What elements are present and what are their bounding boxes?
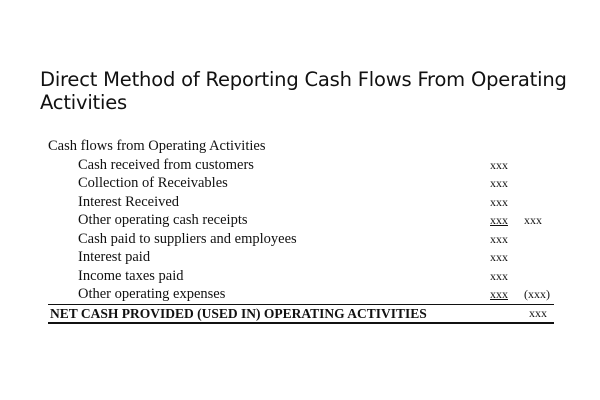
row-amount: xxx <box>490 268 508 283</box>
statement-row <box>48 230 554 249</box>
page-title: Direct Method of Reporting Cash Flows From Operating Activities <box>40 68 567 114</box>
row-amount: xxx <box>490 176 508 190</box>
row-label: Other operating cash receipts <box>78 212 248 228</box>
statement-row <box>48 211 554 230</box>
row-label: Income taxes paid <box>78 267 184 284</box>
row-subtotal: (xxx) <box>524 287 550 301</box>
row-label: Cash paid to suppliers and employees <box>78 230 297 247</box>
section-header: Cash flows from Operating Activities <box>48 138 266 154</box>
row-label: Interest paid <box>78 249 151 265</box>
row-amount: xxx <box>490 287 508 301</box>
statement-row <box>48 156 554 175</box>
statement-row <box>48 267 554 286</box>
row-amount: xxx <box>490 194 508 209</box>
cash-flow-statement <box>48 137 554 324</box>
statement-row <box>48 248 554 267</box>
statement-row <box>48 193 554 212</box>
row-amount: xxx <box>490 250 508 264</box>
row-label: Interest Received <box>78 193 180 210</box>
row-amount: xxx <box>490 231 508 246</box>
row-subtotal: xxx <box>524 213 542 227</box>
total-label: NET CASH PROVIDED (USED IN) OPERATING ACTIVITIES <box>50 305 427 321</box>
row-amount: xxx <box>490 157 508 172</box>
row-label: Other operating expenses <box>78 286 226 302</box>
row-label: Collection of Receivables <box>78 175 228 191</box>
net-cash-total-row <box>48 304 554 324</box>
statement-row <box>48 174 554 193</box>
row-label: Cash received from customers <box>78 156 254 173</box>
row-amount: xxx <box>490 213 508 227</box>
total-amount: xxx <box>529 305 547 320</box>
section-header-row <box>48 137 554 156</box>
statement-row <box>48 285 554 304</box>
